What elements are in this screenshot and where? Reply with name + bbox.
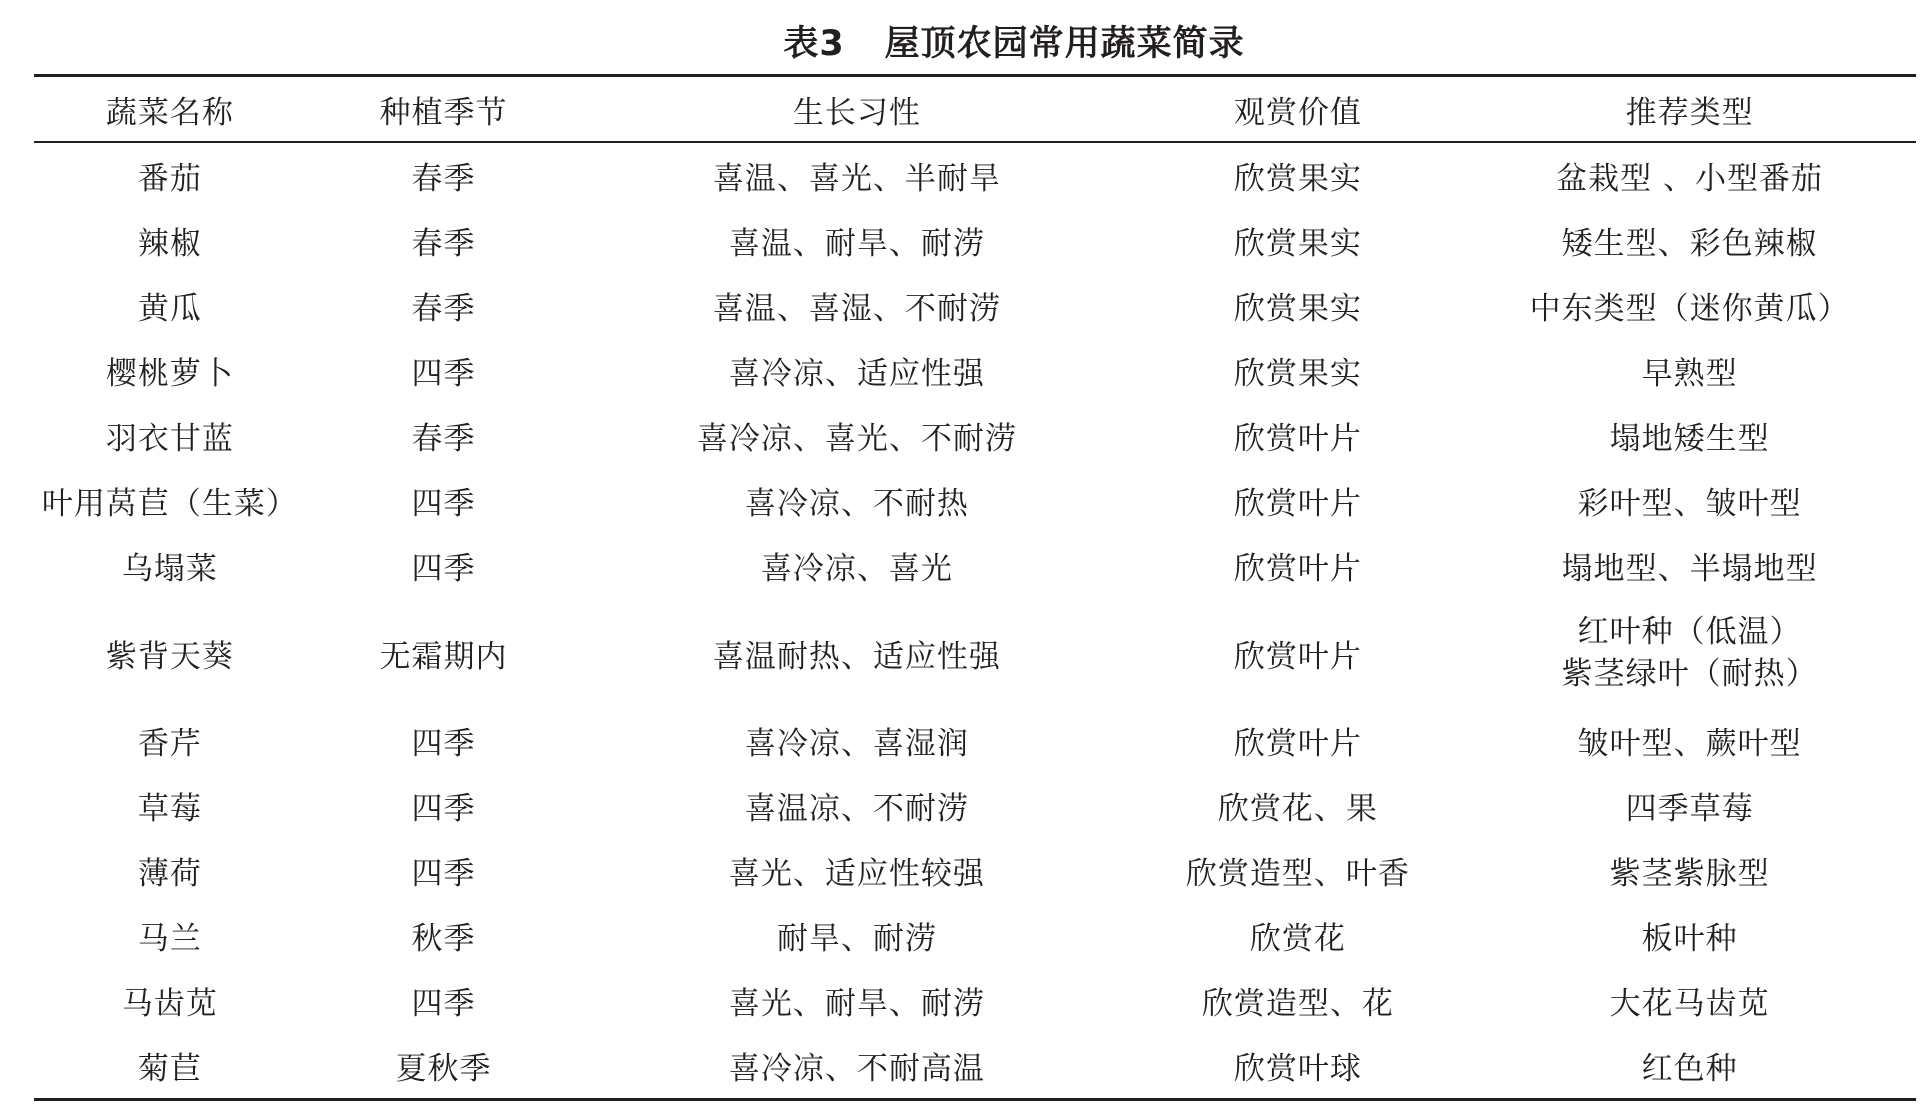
- recommended-type-cell: 红色种: [1641, 1051, 1738, 1087]
- ornamental-value-cell: 欣赏果实: [1233, 291, 1362, 327]
- recommended-type-cell: 塌地矮生型: [1609, 421, 1770, 457]
- habit-cell: 喜冷凉、喜光: [760, 551, 953, 587]
- vegetable-name-cell: 辣椒: [137, 226, 202, 262]
- column-header: 观赏价值: [1233, 94, 1362, 131]
- recommended-type-cell: 早熟型: [1641, 356, 1738, 392]
- vegetable-name-cell: 黄瓜: [137, 291, 202, 327]
- header-row: [34, 77, 1916, 141]
- table-row: [34, 598, 1916, 708]
- table-row: [34, 533, 1916, 598]
- table-row: [34, 403, 1916, 468]
- vegetable-name-cell: 马齿苋: [121, 986, 218, 1022]
- ornamental-value-cell: 欣赏造型、叶香: [1185, 856, 1410, 892]
- vegetable-name-cell: 叶用莴苣（生菜）: [41, 486, 298, 522]
- vegetable-name-cell: 香芹: [137, 726, 202, 762]
- season-cell: 四季: [411, 551, 476, 587]
- recommended-type-line: 紫茎绿叶（耐热）: [1561, 656, 1818, 692]
- recommended-type-cell: [1463, 611, 1916, 695]
- column-header: 推荐类型: [1625, 94, 1754, 131]
- habit-cell: 喜光、耐旱、耐涝: [728, 986, 985, 1022]
- recommended-type-cell: 皱叶型、蕨叶型: [1577, 726, 1802, 762]
- vegetable-name-cell: 樱桃萝卜: [105, 356, 234, 392]
- ornamental-value-cell: 欣赏果实: [1233, 356, 1362, 392]
- recommended-type-cell: 大花马齿苋: [1609, 986, 1770, 1022]
- season-cell: 无霜期内: [379, 638, 508, 675]
- habit-cell: 喜冷凉、不耐热: [744, 486, 969, 522]
- ornamental-value-cell: 欣赏花: [1249, 921, 1346, 957]
- ornamental-value-cell: 欣赏花、果: [1217, 791, 1378, 827]
- season-cell: 四季: [411, 726, 476, 762]
- table-row: [34, 468, 1916, 533]
- season-cell: 夏秋季: [395, 1051, 492, 1087]
- season-cell: 春季: [411, 291, 476, 327]
- table-number: 表3: [783, 24, 845, 64]
- ornamental-value-cell: 欣赏叶片: [1233, 726, 1362, 762]
- habit-cell: 喜冷凉、不耐高温: [728, 1051, 985, 1087]
- vegetable-name-cell: 草莓: [137, 791, 202, 827]
- ornamental-value-cell: 欣赏叶球: [1233, 1051, 1362, 1087]
- season-cell: 四季: [411, 856, 476, 892]
- table-row: [34, 968, 1916, 1033]
- recommended-type-cell: 矮生型、彩色辣椒: [1561, 226, 1818, 262]
- column-header: 生长习性: [792, 94, 921, 131]
- habit-cell: 喜温、喜湿、不耐涝: [712, 291, 1001, 327]
- table-title: 屋顶农园常用蔬菜简录: [884, 24, 1245, 64]
- vegetable-name-cell: 乌塌菜: [121, 551, 218, 587]
- habit-cell: 喜温、喜光、半耐旱: [712, 161, 1001, 197]
- ornamental-value-cell: 欣赏叶片: [1233, 638, 1362, 675]
- vegetable-name-cell: 紫背天葵: [105, 638, 234, 675]
- bottom-rule: [34, 1098, 1916, 1101]
- ornamental-value-cell: 欣赏果实: [1233, 161, 1362, 197]
- recommended-type-cell: 彩叶型、皱叶型: [1577, 486, 1802, 522]
- habit-cell: 喜温、耐旱、耐涝: [728, 226, 985, 262]
- vegetable-name-cell: 马兰: [137, 921, 202, 957]
- vegetable-name-cell: 薄荷: [137, 856, 202, 892]
- season-cell: 春季: [411, 421, 476, 457]
- table-row: [34, 338, 1916, 403]
- table-row: [34, 143, 1916, 208]
- recommended-type-cell: 塌地型、半塌地型: [1561, 551, 1818, 587]
- table-row: [34, 1033, 1916, 1098]
- season-cell: 秋季: [411, 921, 476, 957]
- recommended-type-cell: 板叶种: [1641, 921, 1738, 957]
- recommended-type-cell: 紫茎紫脉型: [1609, 856, 1770, 892]
- habit-cell: 耐旱、耐涝: [776, 921, 937, 957]
- recommended-type-line: 红叶种（低温）: [1577, 614, 1802, 650]
- season-cell: 春季: [411, 161, 476, 197]
- habit-cell: 喜温凉、不耐涝: [744, 791, 969, 827]
- recommended-type-cell: 盆栽型 、小型番茄: [1556, 161, 1824, 197]
- habit-cell: 喜冷凉、适应性强: [728, 356, 985, 392]
- habit-cell: 喜冷凉、喜湿润: [744, 726, 969, 762]
- vegetable-name-cell: 番茄: [137, 161, 202, 197]
- table-row: [34, 838, 1916, 903]
- ornamental-value-cell: 欣赏叶片: [1233, 551, 1362, 587]
- column-header: 蔬菜名称: [105, 94, 234, 131]
- season-cell: 四季: [411, 791, 476, 827]
- season-cell: 四季: [411, 986, 476, 1022]
- habit-cell: 喜冷凉、喜光、不耐涝: [696, 421, 1017, 457]
- vegetable-name-cell: 菊苣: [137, 1051, 202, 1087]
- ornamental-value-cell: 欣赏叶片: [1233, 421, 1362, 457]
- season-cell: 四季: [411, 486, 476, 522]
- ornamental-value-cell: 欣赏叶片: [1233, 486, 1362, 522]
- column-header: 种植季节: [379, 94, 508, 131]
- table-row: [34, 903, 1916, 968]
- table-row: [34, 708, 1916, 773]
- season-cell: 春季: [411, 226, 476, 262]
- table-body: [34, 143, 1916, 1098]
- habit-cell: 喜温耐热、适应性强: [712, 638, 1001, 675]
- ornamental-value-cell: 欣赏造型、花: [1201, 986, 1394, 1022]
- season-cell: 四季: [411, 356, 476, 392]
- ornamental-value-cell: 欣赏果实: [1233, 226, 1362, 262]
- table-caption: [34, 0, 1916, 74]
- vegetable-name-cell: 羽衣甘蓝: [105, 421, 234, 457]
- table-row: [34, 773, 1916, 838]
- habit-cell: 喜光、适应性较强: [728, 856, 985, 892]
- recommended-type-cell: 四季草莓: [1625, 791, 1754, 827]
- vegetable-table: [34, 0, 1916, 1101]
- table-row: [34, 208, 1916, 273]
- recommended-type-cell: 中东类型（迷你黄瓜）: [1529, 291, 1850, 327]
- table-row: [34, 273, 1916, 338]
